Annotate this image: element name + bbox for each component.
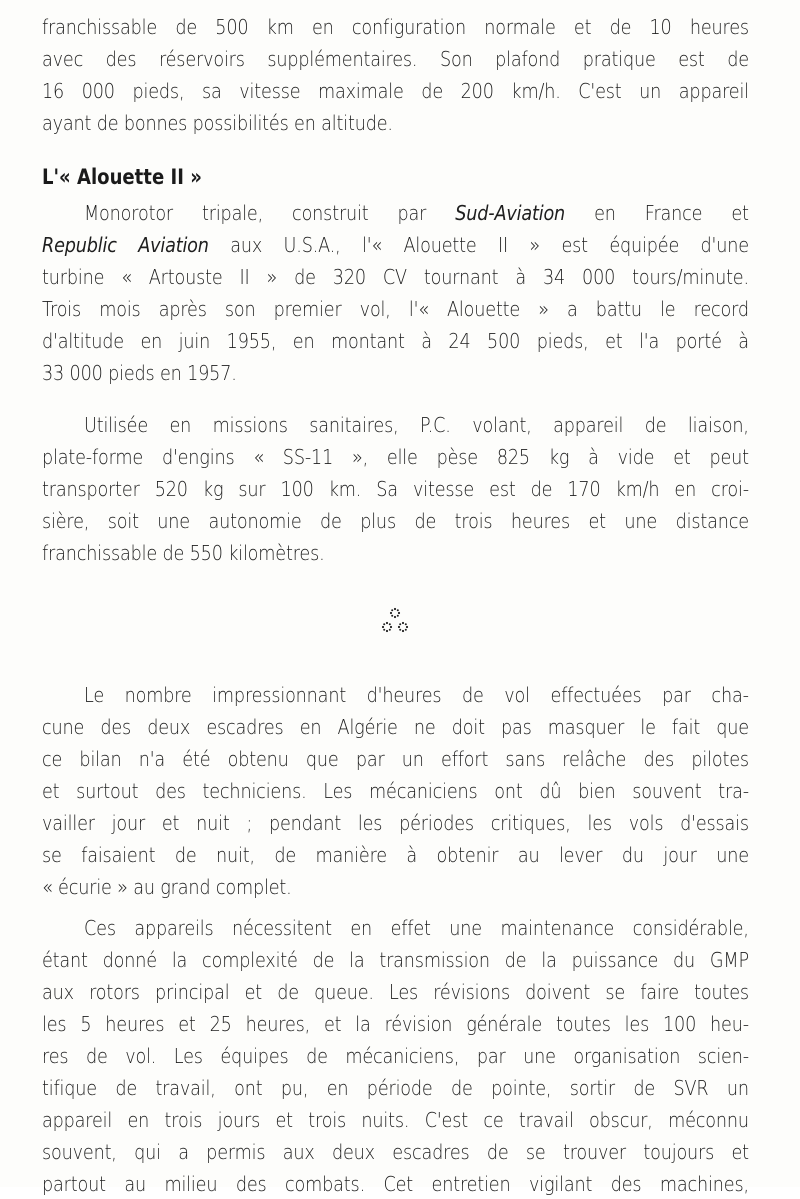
text-line: tifique de travail, ont pu, en période de pointe, sortir de SVR un xyxy=(42,1076,749,1100)
text-line: res de vol. Les équipes de mécaniciens, par une organisation scien- xyxy=(42,1044,749,1068)
text-line: partout au milieu des combats. Cet entretien vigilant des machines, xyxy=(42,1172,749,1196)
text-line: les 5 heures et 25 heures, et la révision générale toutes les 100 heu- xyxy=(42,1012,749,1036)
star-top xyxy=(390,608,400,618)
text-line: 16 000 pieds, sa vitesse maximale de 200 km/h. C'est un appareil xyxy=(42,79,749,103)
text-line xyxy=(42,230,749,260)
star-bottom-left xyxy=(382,622,392,632)
manufacturer-name: Sud-Aviation xyxy=(455,201,566,225)
text-line: ayant de bonnes possibilités en altitude. xyxy=(42,111,393,135)
text-line: vailler jour et nuit ; pendant les périodes critiques, les vols d'essais xyxy=(42,811,749,835)
text-line: avec des réservoirs supplémentaires. Son plafond pratique est de xyxy=(42,47,749,71)
text-line: d'altitude en juin 1955, en montant à 24 500 pieds, et l'a porté à xyxy=(42,329,749,353)
text-line: sière, soit une autonomie de plus de trois heures et une distance xyxy=(42,509,749,533)
text-span: Monorotor tripale, construit par xyxy=(84,201,456,225)
text-line: Trois mois après son premier vol, l'« Alouette » a battu le record xyxy=(42,297,749,321)
text-span: aux U.S.A., l'« Alouette II » est équipée d'une xyxy=(208,233,749,257)
text-line: transporter 520 kg sur 100 km. Sa vitesse est de 170 km/h en croi- xyxy=(42,477,749,501)
section-heading: L'« Alouette II » xyxy=(42,165,202,189)
text-line: Le nombre impressionnant d'heures de vol effectuées par cha- xyxy=(84,683,749,707)
text-line: aux rotors principal et de queue. Les révisions doivent se faire toutes xyxy=(42,980,749,1004)
manufacturer-name: Republic Aviation xyxy=(42,233,209,257)
text-line: étant donné la complexité de la transmission de la puissance du GMP xyxy=(42,948,749,972)
text-line: se faisaient de nuit, de manière à obtenir au lever du jour une xyxy=(42,843,749,867)
text-line: plate-forme d'engins « SS-11 », elle pèse 825 kg à vide et peut xyxy=(42,445,749,469)
text-line: souvent, qui a permis aux deux escadres de se trouver toujours et xyxy=(42,1140,749,1164)
text-line: « écurie » au grand complet. xyxy=(42,875,292,899)
star-bottom-right xyxy=(398,622,408,632)
text-line: ce bilan n'a été obtenu que par un effort sans relâche des pilotes xyxy=(42,747,749,771)
text-line: turbine « Artouste II » de 320 CV tournant à 34 000 tours/minute. xyxy=(42,265,749,289)
text-line: et surtout des techniciens. Les mécaniciens ont dû bien souvent tra- xyxy=(42,779,749,803)
text-line: franchissable de 550 kilomètres. xyxy=(42,541,325,565)
text-line: franchissable de 500 km en configuration normale et de 10 heures xyxy=(42,15,749,39)
text-line: 33 000 pieds en 1957. xyxy=(42,361,237,385)
text-span: en France et xyxy=(565,201,749,225)
text-line: Ces appareils nécessitent en effet une maintenance considérable, xyxy=(84,916,749,940)
text-line: Utilisée en missions sanitaires, P.C. volant, appareil de liaison, xyxy=(84,413,749,437)
text-line xyxy=(84,198,749,228)
asterism-icon xyxy=(380,604,410,638)
text-line: appareil en trois jours et trois nuits. C'est ce travail obscur, méconnu xyxy=(42,1108,749,1132)
text-line: cune des deux escadres en Algérie ne doit pas masquer le fait que xyxy=(42,715,749,739)
